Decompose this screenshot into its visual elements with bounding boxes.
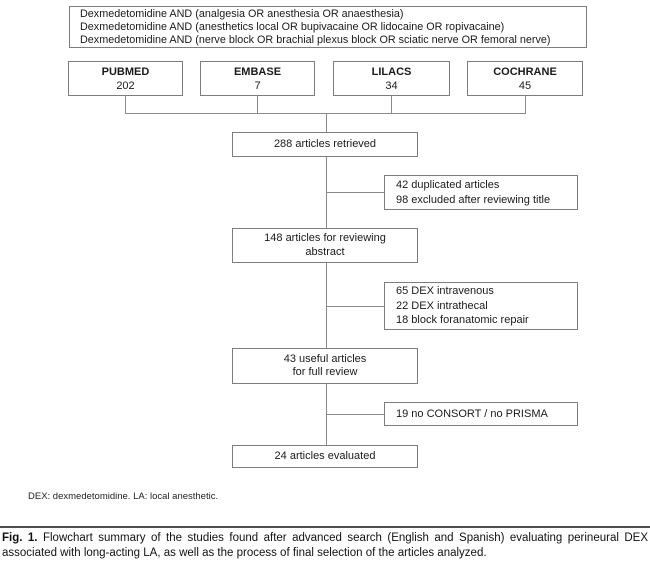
database-box-lilacs bbox=[333, 61, 450, 96]
search-strategy-line: Dexmedetomidine AND (analgesia OR anesthesia OR anaesthesia) bbox=[80, 7, 404, 20]
exclusion-line: 18 block foranatomic repair bbox=[396, 314, 529, 327]
database-name: EMBASE bbox=[233, 65, 282, 78]
database-count: 7 bbox=[254, 79, 261, 92]
retrieved-text: 288 articles retrieved bbox=[273, 137, 377, 150]
evaluated-box bbox=[232, 445, 418, 468]
exclusion-box-abstract-screen bbox=[384, 282, 578, 330]
full-review-line: for full review bbox=[292, 366, 358, 378]
exclusion-line: 22 DEX intrathecal bbox=[396, 299, 488, 312]
abstract-review-line: 148 articles for reviewing bbox=[264, 232, 386, 244]
connector-cochrane-stub bbox=[525, 96, 526, 114]
database-box-embase bbox=[200, 61, 315, 96]
search-strategy-box bbox=[69, 6, 587, 48]
caption-divider bbox=[0, 526, 650, 528]
connector-branch-exclusion-3 bbox=[326, 414, 384, 415]
abstract-review-box bbox=[232, 228, 418, 263]
database-name: LILACS bbox=[371, 65, 412, 78]
full-review-line: 43 useful articles bbox=[283, 352, 367, 365]
exclusion-line: 98 excluded after reviewing title bbox=[396, 193, 551, 206]
connector-branch-exclusion-2 bbox=[326, 306, 384, 307]
database-name: COCHRANE bbox=[493, 65, 557, 78]
connector-merge-to-retrieved bbox=[326, 113, 327, 133]
connector-embase-stub bbox=[257, 96, 258, 114]
database-count: 202 bbox=[116, 79, 135, 92]
search-strategy-line: Dexmedetomidine AND (anesthetics local OR bupivacaine OR lidocaine OR ropivacaine) bbox=[80, 20, 505, 33]
retrieved-box bbox=[232, 132, 418, 157]
abstract-review-line: abstract bbox=[305, 245, 345, 258]
connector-lilacs-stub bbox=[391, 96, 392, 114]
database-box-cochrane bbox=[467, 61, 583, 96]
abbreviations-footnote: DEX: dexmedetomidine. LA: local anesthetic. bbox=[28, 491, 219, 502]
exclusion-box-title-screen bbox=[384, 175, 578, 210]
exclusion-line: 19 no CONSORT / no PRISMA bbox=[396, 407, 548, 420]
figure-caption-text: Flowchart summary of the studies found after advanced search (English and Spanish) evaluating perineural DEX associated with long-acting LA, as well as the process of final selection of the articles analyzed. bbox=[2, 532, 648, 559]
full-review-box bbox=[232, 348, 418, 384]
evaluated-text: 24 articles evaluated bbox=[274, 449, 376, 462]
connector-branch-exclusion-1 bbox=[326, 192, 384, 193]
database-count: 34 bbox=[385, 79, 398, 92]
database-name: PUBMED bbox=[101, 65, 150, 78]
exclusion-line: 42 duplicated articles bbox=[396, 179, 500, 191]
search-strategy-line: Dexmedetomidine AND (nerve block OR brachial plexus block OR sciatic nerve OR femoral nerve) bbox=[80, 33, 551, 46]
database-count: 45 bbox=[518, 79, 532, 92]
figure-caption-label: Fig. 1. bbox=[2, 532, 38, 544]
exclusion-box-reporting-guidelines bbox=[384, 402, 578, 426]
exclusion-line: 65 DEX intravenous bbox=[396, 285, 494, 298]
figure-caption bbox=[2, 531, 648, 560]
connector-pubmed-stub bbox=[125, 96, 126, 114]
database-box-pubmed bbox=[68, 61, 183, 96]
